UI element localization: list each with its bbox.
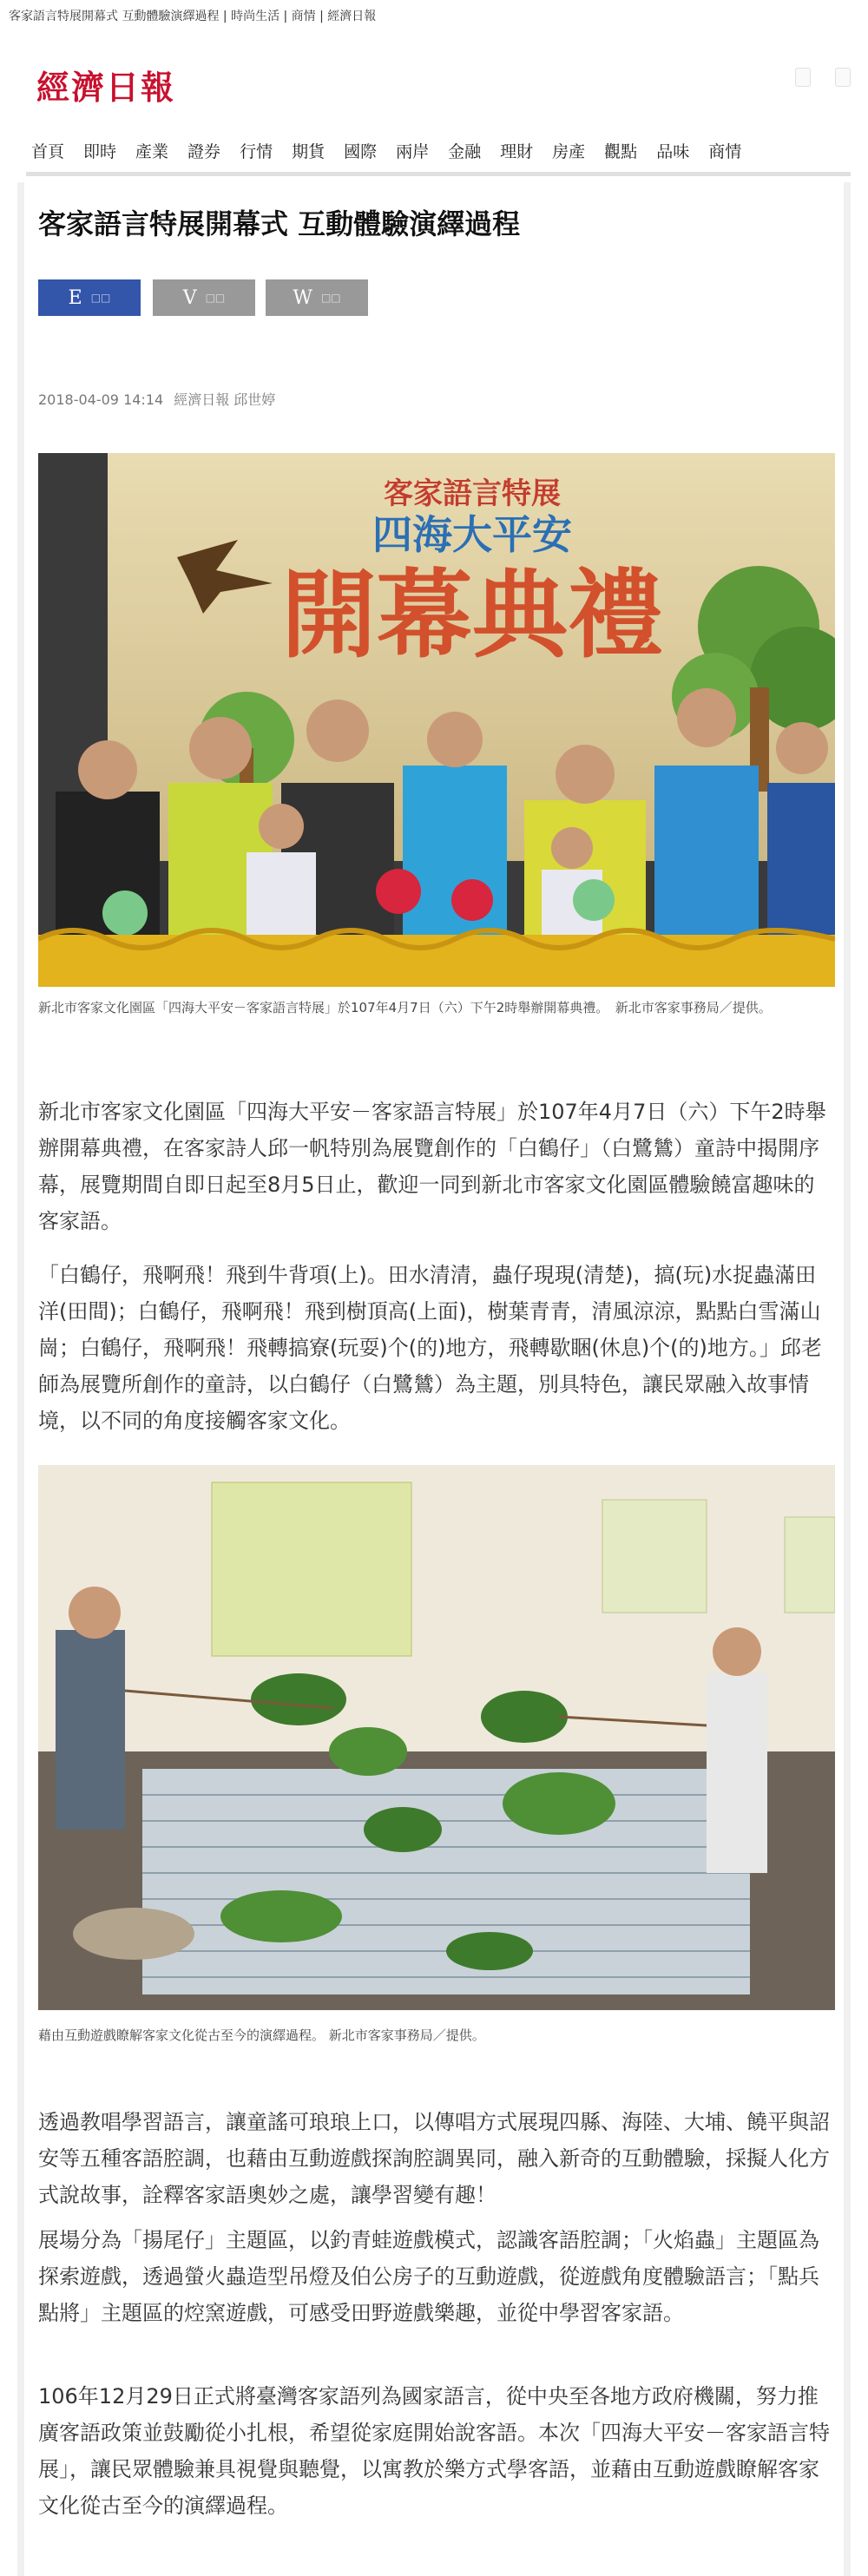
header-icons [795,68,851,87]
nav-item-finance[interactable]: 金融 [448,142,482,161]
article-paragraph: 新北市客家文化園區「四海大平安－客家語言特展」於107年4月7日（六）下午2時舉辦開幕典禮，在客家詩人邱一帆特別為展覽創作的「白鶴仔」（白鷺鷥）童詩中揭開序幕，展覽期間自即日起至8月5日止，歡迎一同到新北市客家文化園區體驗饒富趣味的客家語。 [38,1100,826,1233]
article-paragraph: 透過教唱學習語言，讓童謠可琅琅上口，以傳唱方式展現四縣、海陸、大埔、饒平與詔安等五種客語腔調，也藉由互動遊戲探詢腔調異同，融入新奇的互動體驗，採擬人化方式說故事，詮釋客家語奧妙之處，讓學習變有趣！ [38,2110,830,2207]
nav-item-taste[interactable]: 品味 [656,142,690,161]
share-w-dots: □□ [320,292,341,304]
article-headline: 客家語言特展開幕式 互動體驗演繹過程 [38,207,521,240]
page-tab-title: 客家語言特展開幕式 互動體驗演繹過程 | 時尚生活 | 商情 | 經濟日報 [9,10,377,23]
share-email-button[interactable] [38,279,141,316]
nav-item-international[interactable]: 國際 [344,142,378,161]
opening-ceremony-photo [38,453,835,987]
share-email-dots: □□ [90,292,111,304]
photo1-caption: 新北市客家文化園區「四海大平安－客家語言特展」於107年4月7日（六）下午2時舉辦開幕典禮。 新北市客家事務局／提供。 [38,1000,772,1015]
nav-item-opinion[interactable]: 觀點 [604,142,638,161]
nav-item-industry[interactable]: 產業 [135,142,169,161]
search-icon[interactable] [835,68,851,87]
nav-item-instant[interactable]: 即時 [83,142,117,161]
share-w-button[interactable] [266,279,368,316]
interactive-game-photo [38,1465,835,2010]
article-paragraph: 「白鶴仔，飛啊飛！飛到牛背項(上)。田水清清，蟲仔現現(清楚)，搞(玩)水捉蟲滿田洋(田間)；白鶴仔，飛啊飛！飛到樹頂高(上面)，樹葉青青，清風涼涼，點點白雪滿山崗；白鶴仔，飛啊飛！飛轉搞寮(玩耍)个(的)地方，飛轉歇睏(休息)个(的)地方。」邱老師為展覽所創作的童詩，以白鶴仔（白鷺鷥）為主題，別具特色，讓民眾融入故事情境，以不同的角度接觸客家文化。 [38,1263,822,1433]
banner-title-text: 四海大平安 [372,511,572,558]
banner-main-text: 開幕典禮 [281,559,663,671]
share-v-dots: □□ [205,292,226,304]
nav-item-business[interactable]: 商情 [708,142,742,161]
article-paragraph: 展場分為「揚尾仔」主題區，以釣青蛙遊戲模式，認識客語腔調；「火焰蟲」主題區為探索遊戲，透過螢火蟲造型吊燈及伯公房子的互動遊戲，從遊戲角度體驗語言；「點兵點將」主題區的焢窯遊戲，可感受田野遊戲樂趣，並從中學習客家語。 [38,2228,819,2325]
interactive-game-illustration [38,1465,835,2010]
nav-item-quotes[interactable]: 行情 [240,142,273,161]
nav-item-securities[interactable]: 證券 [187,142,221,161]
menu-icon[interactable] [795,68,811,87]
photo2-caption: 藉由互動遊戲瞭解客家文化從古至今的演繹過程。 新北市客家事務局／提供。 [38,2027,485,2043]
site-logo[interactable]: 經濟日報 [36,68,176,107]
share-email-icon: E [68,286,82,309]
share-w-icon: W [293,286,312,309]
nav-item-home[interactable]: 首頁 [31,142,65,161]
site-header [0,52,868,107]
nav-item-wealth[interactable]: 理財 [500,142,534,161]
share-v-button[interactable] [153,279,255,316]
opening-ceremony-illustration [38,453,835,987]
nav-item-cross-strait[interactable]: 兩岸 [396,142,430,161]
article-paragraph: 106年12月29日正式將臺灣客家語列為國家語言，從中央至各地方政府機關，努力推廣客語政策並鼓勵從小扎根，希望從家庭開始說客語。本次「四海大平安－客家語言特展」，讓民眾體驗兼具視覺與聽覺，以寓教於樂方式學客語，並藉由互動遊戲瞭解客家文化從古至今的演繹過程。 [38,2384,830,2518]
share-v-icon: V [182,286,197,309]
banner-small-text: 客家語言特展 [384,476,561,511]
article-date: 2018-04-09 14:14 [38,391,164,408]
main-nav [0,135,868,169]
article-meta [38,389,275,409]
nav-divider [26,172,851,176]
article-source: 經濟日報 邱世婷 [174,391,276,408]
nav-item-futures[interactable]: 期貨 [292,142,326,161]
nav-item-property[interactable]: 房產 [552,142,586,161]
